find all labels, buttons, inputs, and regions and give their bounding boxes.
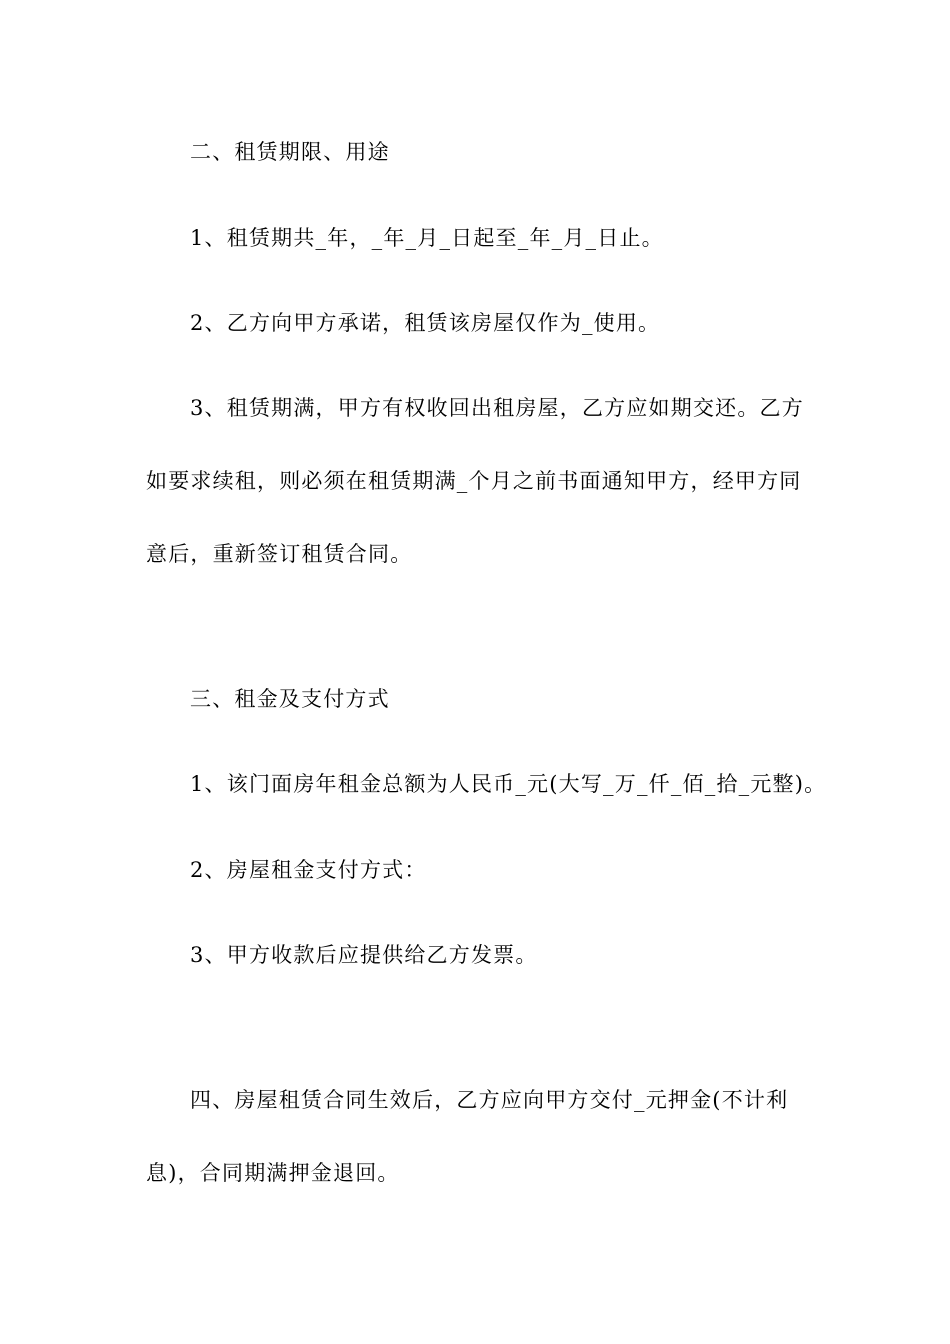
section-2-item-3-line-3: 意后，重新签订租赁合同。 [146, 542, 413, 566]
section-3-heading: 三、租金及支付方式 [190, 687, 390, 711]
section-3-item-2: 2、房屋租金支付方式： [190, 858, 427, 882]
section-3-item-1: 1、该门面房年租金总额为人民币_元(大写_万_仟_佰_拾_元整)。 [190, 772, 827, 796]
section-2-item-3-line-1: 3、租赁期满，甲方有权收回出租房屋，乙方应如期交还。乙方 [190, 396, 804, 420]
section-2-item-2: 2、乙方向甲方承诺，租赁该房屋仅作为_使用。 [190, 311, 661, 335]
section-3-item-3: 3、甲方收款后应提供给乙方发票。 [190, 943, 538, 967]
section-2-heading: 二、租赁期限、用途 [190, 140, 390, 164]
section-4-line-1: 四、房屋租赁合同生效后，乙方应向甲方交付_元押金(不计利 [190, 1088, 789, 1112]
section-2-item-1: 1、租赁期共_年，_年_月_日起至_年_月_日止。 [190, 226, 664, 250]
section-2-item-3-line-2: 如要求续租，则必须在租赁期满_个月之前书面通知甲方，经甲方同 [146, 469, 802, 493]
section-4-line-2: 息)，合同期满押金退回。 [146, 1161, 400, 1185]
